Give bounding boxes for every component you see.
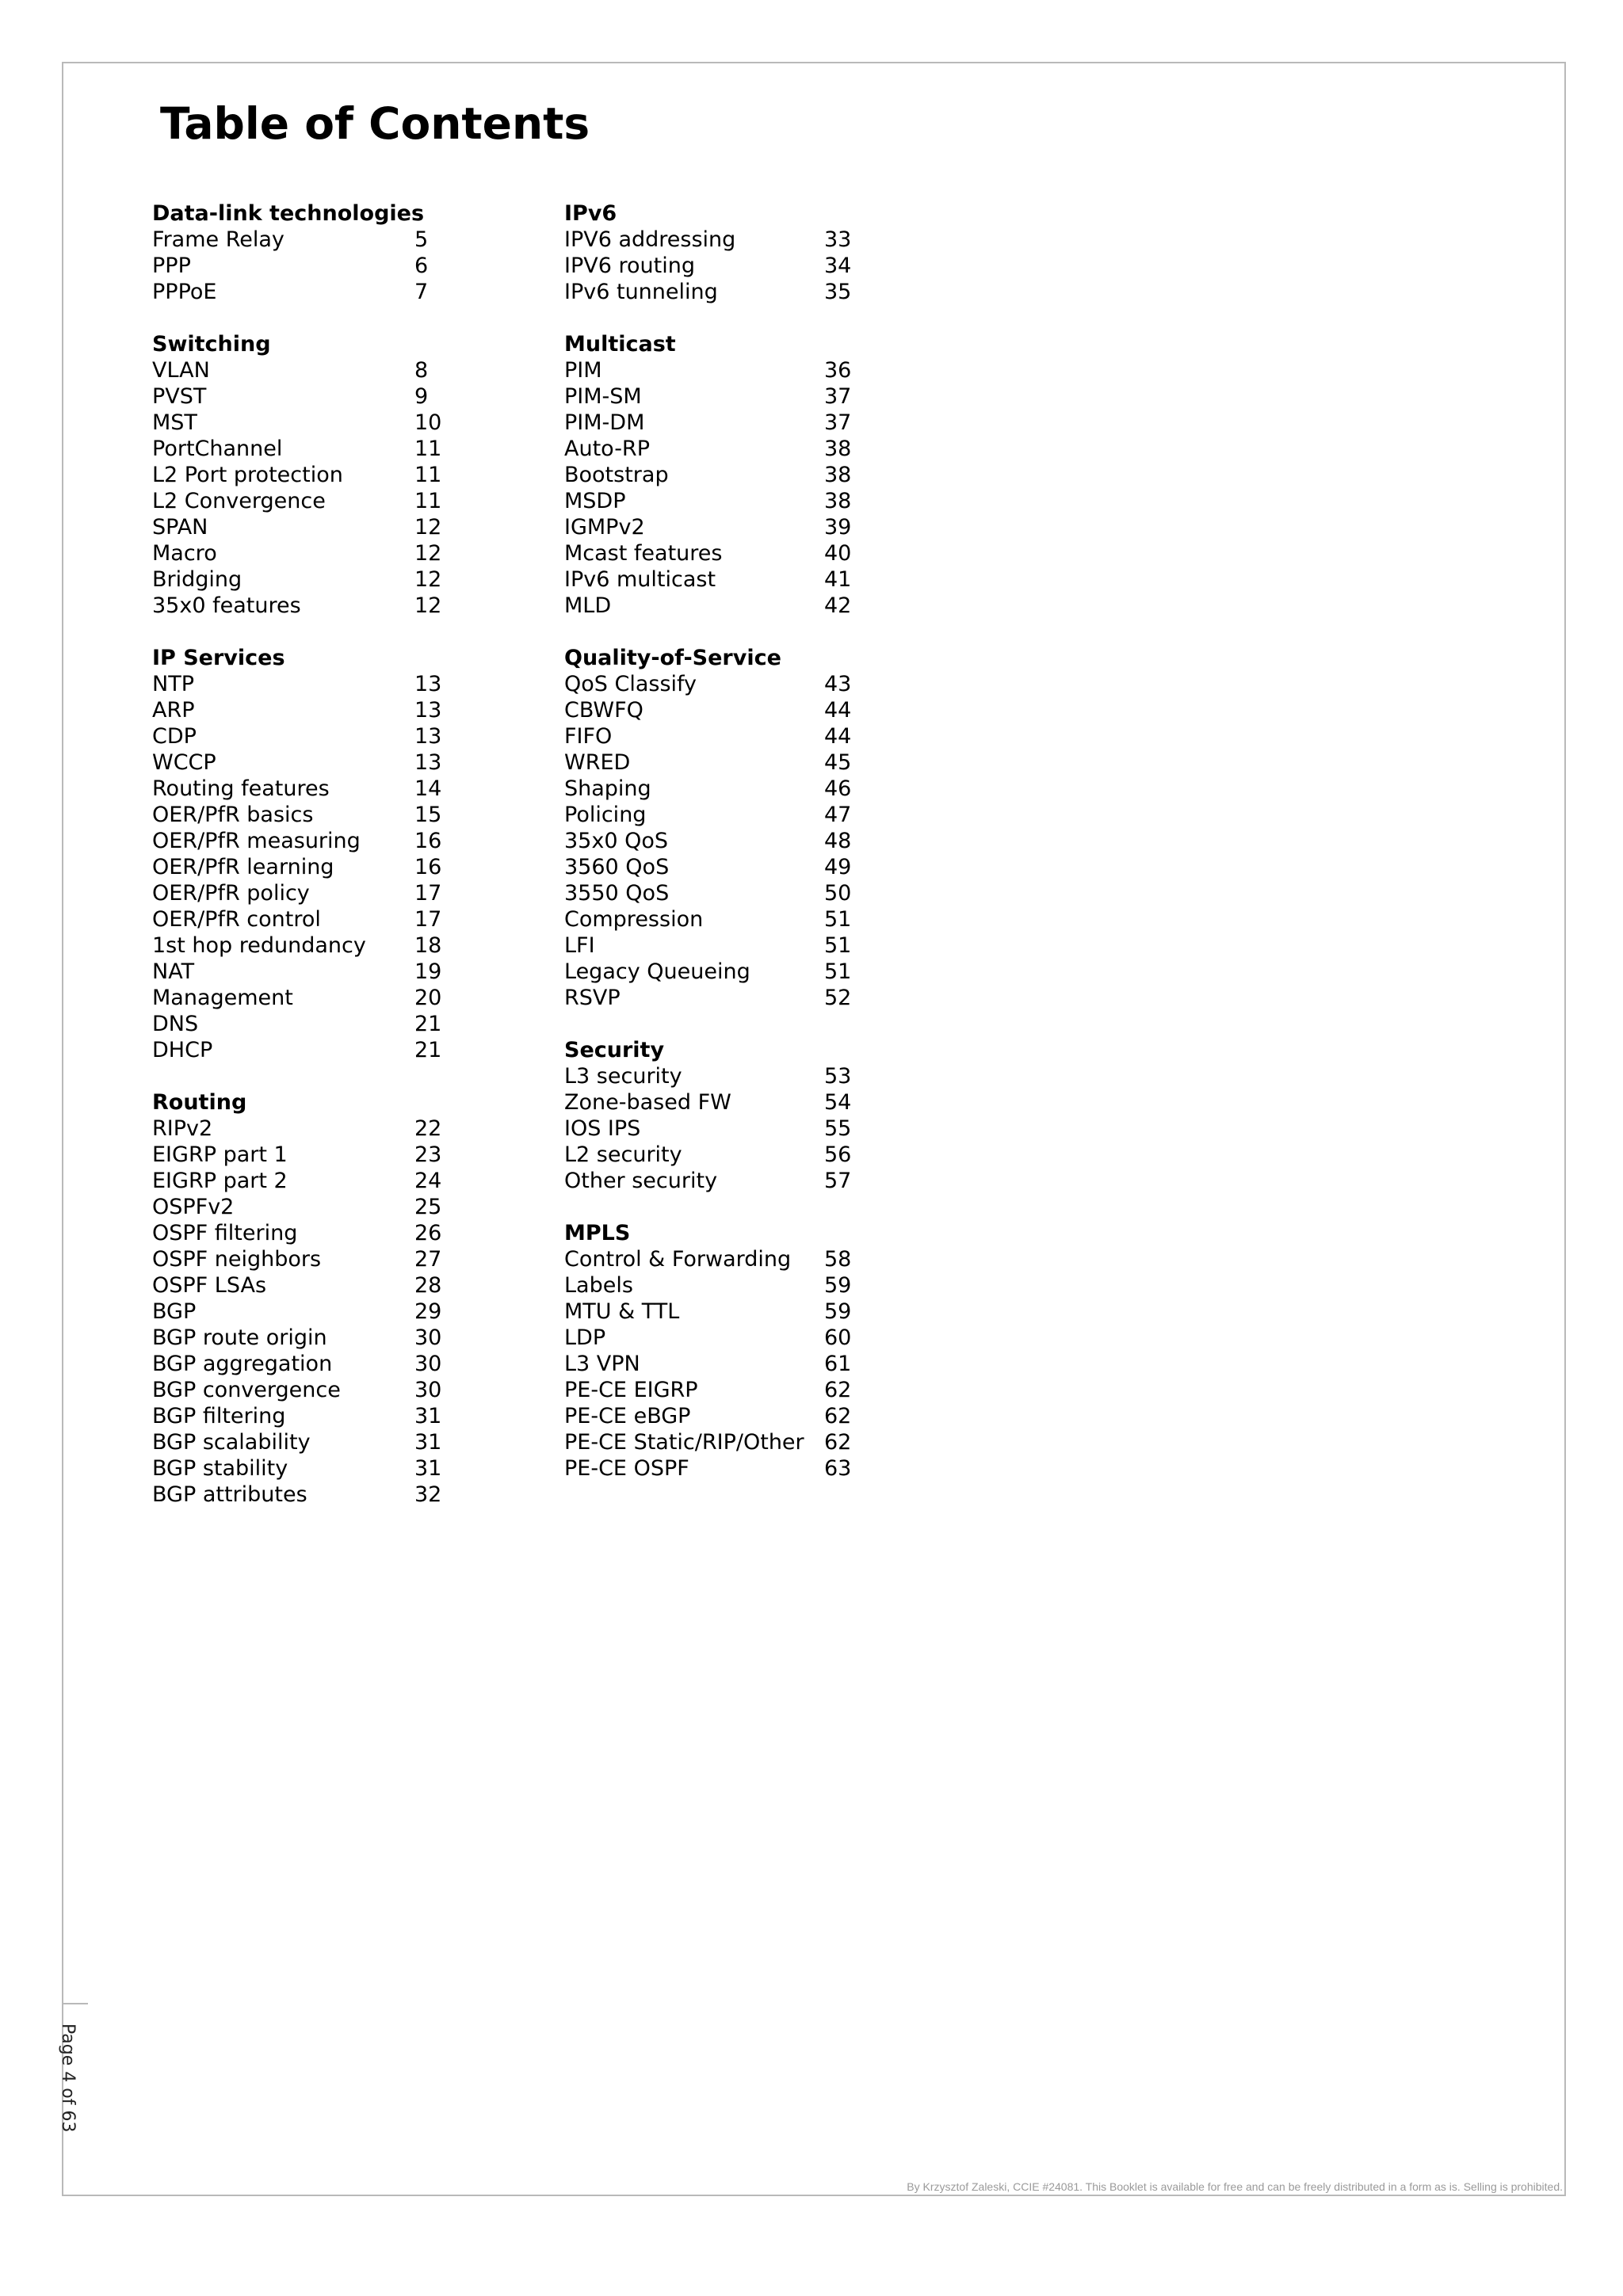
toc-entry-page: 56 [824,1142,852,1167]
toc-entry-page: 37 [824,410,852,435]
toc-section-heading: IP Services [152,646,285,670]
footer-note: By Krzysztof Zaleski, CCIE #24081. This Booklet is available for free and can be freely distributed in a form as is. Selling is prohibited. [907,2180,1563,2193]
toc-entry-label: PVST [152,384,207,409]
toc-entry-label: SPAN [152,515,208,540]
toc-entry-page: 10 [414,410,442,435]
toc-entry-label: PPP [152,254,191,278]
toc-entry[interactable] [152,593,469,619]
toc-entry-page: 19 [414,959,442,984]
toc-entry-page: 15 [414,803,442,827]
toc-entry-label: IOS IPS [564,1116,641,1141]
toc-entry-label: L3 VPN [564,1352,640,1376]
toc-entry-label: BGP scalability [152,1430,311,1455]
toc-entry-label: RIPv2 [152,1116,213,1141]
toc-entry[interactable] [152,253,469,279]
toc-entry[interactable] [152,1194,469,1220]
toc-entry-label: MTU & TTL [564,1299,680,1324]
toc-entry-label: PPPoE [152,280,217,304]
toc-entry[interactable] [152,1142,469,1168]
toc-entry-page: 58 [824,1247,852,1272]
toc-entry[interactable] [152,1272,469,1299]
toc-entry[interactable] [564,1377,929,1403]
toc-entry[interactable] [152,880,469,906]
toc-entry-page: 36 [824,358,852,383]
toc-entry-page: 37 [824,384,852,409]
toc-entry-page: 13 [414,698,442,723]
toc-entry[interactable] [152,1403,469,1429]
toc-entry[interactable] [564,802,929,828]
toc-entry[interactable] [564,1246,929,1272]
toc-entry[interactable] [152,697,469,723]
toc-entry-page: 35 [824,280,852,304]
toc-entry[interactable] [152,357,469,383]
toc-entry[interactable] [564,593,929,619]
toc-entry[interactable] [564,1403,929,1429]
toc-entry-page: 38 [824,437,852,461]
toc-entry-page: 31 [414,1430,442,1455]
toc-entry[interactable] [152,933,469,959]
toc-entry-page: 12 [414,567,442,592]
toc-entry-label: NTP [152,672,194,696]
toc-entry-page: 12 [414,541,442,566]
toc-entry-page: 62 [824,1404,852,1428]
toc-entry-label: ARP [152,698,195,723]
toc-entry-page: 55 [824,1116,852,1141]
toc-entry-label: VLAN [152,358,210,383]
toc-entry-page: 38 [824,463,852,487]
toc-entry[interactable] [152,802,469,828]
toc-entry-label: Legacy Queueing [564,959,750,984]
toc-entry-label: BGP convergence [152,1378,341,1402]
toc-entry-label: L2 Convergence [152,489,326,513]
toc-entry-page: 11 [414,489,442,513]
toc-entry-label: RSVP [564,986,621,1010]
toc-entry[interactable] [564,436,929,462]
toc-entry[interactable] [564,540,929,566]
toc-entry-page: 22 [414,1116,442,1141]
toc-entry-page: 8 [414,358,429,383]
toc-entry-label: Bootstrap [564,463,669,487]
toc-entry-label: Control & Forwarding [564,1247,792,1272]
toc-entry[interactable] [152,828,469,854]
toc-entry[interactable] [564,566,929,593]
toc-entry[interactable] [564,723,929,749]
toc-entry[interactable] [152,1482,469,1508]
toc-entry-page: 33 [824,227,852,252]
toc-section-switching [152,331,469,619]
toc-entry[interactable] [564,697,929,723]
toc-entry-label: L3 security [564,1064,682,1089]
toc-entry-page: 59 [824,1299,852,1324]
toc-left-column [152,200,469,1534]
toc-entry-label: OSPF LSAs [152,1273,267,1298]
toc-entry-label: EIGRP part 2 [152,1169,288,1193]
toc-entry-page: 54 [824,1090,852,1115]
toc-entry-page: 26 [414,1221,442,1245]
toc-entry-label: LFI [564,933,595,958]
toc-entry-page: 46 [824,776,852,801]
toc-entry[interactable] [564,462,929,488]
toc-entry[interactable] [152,514,469,540]
toc-entry-page: 14 [414,776,442,801]
toc-section-security [564,1037,929,1194]
toc-entry-label: OER/PfR measuring [152,829,361,853]
toc-entry[interactable] [564,383,929,410]
toc-entry-label: Macro [152,541,217,566]
toc-entry-label: FIFO [564,724,613,749]
toc-entry[interactable] [152,776,469,802]
toc-entry-page: 62 [824,1378,852,1402]
toc-entry-page: 48 [824,829,852,853]
toc-entry-label: Bridging [152,567,242,592]
toc-entry-page: 43 [824,672,852,696]
toc-entry-page: 62 [824,1430,852,1455]
toc-entry-label: 3550 QoS [564,881,670,906]
toc-entry-label: PIM-SM [564,384,642,409]
toc-entry[interactable] [564,776,929,802]
toc-entry-page: 51 [824,933,852,958]
toc-entry-page: 17 [414,881,442,906]
toc-entry-page: 12 [414,515,442,540]
toc-entry-page: 63 [824,1456,852,1481]
toc-entry[interactable] [564,933,929,959]
toc-entry-page: 30 [414,1352,442,1376]
page-number-tab [58,2003,88,2196]
toc-entry-page: 53 [824,1064,852,1089]
toc-entry[interactable] [152,436,469,462]
toc-entry-page: 13 [414,724,442,749]
toc-entry-label: PE-CE Static/RIP/Other [564,1430,804,1455]
toc-entry[interactable] [564,1272,929,1299]
toc-entry-label: PE-CE EIGRP [564,1378,698,1402]
toc-entry-page: 49 [824,855,852,879]
toc-entry-page: 34 [824,254,852,278]
toc-section-heading: Quality-of-Service [564,646,781,670]
toc-entry-label: OSPF neighbors [152,1247,322,1272]
toc-entry[interactable] [564,357,929,383]
toc-entry-page: 7 [414,280,429,304]
toc-entry[interactable] [152,227,469,253]
toc-entry-page: 50 [824,881,852,906]
toc-entry-label: MSDP [564,489,626,513]
toc-entry-label: DHCP [152,1038,213,1062]
toc-entry[interactable] [152,749,469,776]
toc-entry-label: L2 security [564,1142,682,1167]
toc-entry-page: 18 [414,933,442,958]
toc-entry[interactable] [152,383,469,410]
toc-entry-page: 11 [414,437,442,461]
toc-entry-page: 38 [824,489,852,513]
toc-entry-page: 39 [824,515,852,540]
toc-entry-page: 41 [824,567,852,592]
toc-entry-page: 24 [414,1169,442,1193]
toc-entry[interactable] [564,1429,929,1455]
toc-entry[interactable] [152,1220,469,1246]
toc-entry[interactable] [152,462,469,488]
toc-entry[interactable] [152,1455,469,1482]
toc-entry-label: PE-CE eBGP [564,1404,691,1428]
toc-entry-page: 31 [414,1456,442,1481]
toc-entry-label: MLD [564,593,612,618]
toc-entry-page: 27 [414,1247,442,1272]
toc-entry-label: Zone-based FW [564,1090,731,1115]
toc-entry-page: 17 [414,907,442,932]
toc-entry-label: Labels [564,1273,633,1298]
toc-entry-label: NAT [152,959,195,984]
toc-entry-page: 40 [824,541,852,566]
toc-entry[interactable] [564,671,929,697]
toc-entry-label: OER/PfR learning [152,855,334,879]
toc-section-heading: Data-link technologies [152,201,425,226]
toc-entry-page: 11 [414,463,442,487]
toc-section-ip-services [152,645,469,1063]
toc-entry-label: OSPF filtering [152,1221,298,1245]
toc-section-heading: IPv6 [564,201,617,226]
toc-entry[interactable] [152,985,469,1011]
toc-entry-label: MST [152,410,197,435]
toc-entry[interactable] [152,279,469,305]
toc-entry-page: 30 [414,1378,442,1402]
toc-entry-label: WCCP [152,750,216,775]
toc-entry[interactable] [564,1142,929,1168]
toc-entry-label: Other security [564,1169,718,1193]
toc-entry[interactable] [152,723,469,749]
toc-entry[interactable] [152,1011,469,1037]
toc-entry-label: QoS Classify [564,672,697,696]
toc-entry-page: 57 [824,1169,852,1193]
toc-section-heading: Multicast [564,332,676,357]
toc-entry-page: 23 [414,1142,442,1167]
toc-entry-page: 31 [414,1404,442,1428]
toc-entry-label: Auto-RP [564,437,650,461]
toc-entry-label: IGMPv2 [564,515,645,540]
toc-entry[interactable] [564,514,929,540]
toc-entry[interactable] [152,1168,469,1194]
toc-entry-page: 29 [414,1299,442,1324]
toc-entry-page: 21 [414,1038,442,1062]
toc-entry-page: 13 [414,672,442,696]
toc-entry[interactable] [152,1246,469,1272]
toc-entry[interactable] [564,985,929,1011]
toc-entry-page: 12 [414,593,442,618]
toc-section-heading: Security [564,1038,665,1062]
toc-entry[interactable] [564,1116,929,1142]
toc-entry-label: BGP aggregation [152,1352,333,1376]
toc-entry-page: 13 [414,750,442,775]
toc-entry[interactable] [152,906,469,933]
toc-entry-page: 60 [824,1325,852,1350]
toc-entry[interactable] [564,253,929,279]
toc-entry[interactable] [152,1377,469,1403]
toc-entry-label: BGP filtering [152,1404,286,1428]
toc-entry[interactable] [152,488,469,514]
toc-entry-label: CBWFQ [564,698,643,723]
toc-entry-page: 47 [824,803,852,827]
toc-entry-label: DNS [152,1012,199,1036]
toc-entry[interactable] [152,1116,469,1142]
toc-entry-label: Policing [564,803,647,827]
toc-entry-label: PIM [564,358,602,383]
toc-entry-label: 35x0 QoS [564,829,669,853]
toc-entry-label: PE-CE OSPF [564,1456,689,1481]
toc-entry[interactable] [152,1037,469,1063]
toc-entry[interactable] [564,906,929,933]
toc-entry-label: EIGRP part 1 [152,1142,288,1167]
toc-entry[interactable] [564,749,929,776]
toc-entry[interactable] [152,854,469,880]
toc-entry-page: 16 [414,829,442,853]
toc-right-column [564,200,929,1508]
toc-section-ipv6 [564,200,929,305]
toc-entry-label: Management [152,986,293,1010]
toc-section-data-link-technologies [152,200,469,305]
toc-entry[interactable] [564,279,929,305]
toc-entry-label: BGP route origin [152,1325,327,1350]
toc-entry-label: 3560 QoS [564,855,670,879]
toc-entry[interactable] [152,671,469,697]
toc-section-routing [152,1089,469,1508]
toc-entry[interactable] [564,488,929,514]
toc-section-multicast [564,331,929,619]
toc-entry[interactable] [152,1351,469,1377]
toc-entry-label: Mcast features [564,541,723,566]
toc-entry-label: PIM-DM [564,410,645,435]
toc-entry-page: 9 [414,384,429,409]
toc-entry-label: OER/PfR control [152,907,321,932]
toc-entry[interactable] [564,1063,929,1089]
toc-entry-page: 44 [824,698,852,723]
toc-section-heading: Switching [152,332,271,357]
toc-entry[interactable] [152,959,469,985]
toc-entry[interactable] [152,540,469,566]
toc-entry-label: WRED [564,750,631,775]
toc-section-mpls [564,1220,929,1482]
toc-entry-page: 28 [414,1273,442,1298]
toc-entry[interactable] [564,1168,929,1194]
toc-entry-page: 51 [824,907,852,932]
toc-entry-page: 44 [824,724,852,749]
toc-entry[interactable] [564,1299,929,1325]
toc-entry-page: 25 [414,1195,442,1219]
toc-entry-page: 51 [824,959,852,984]
toc-entry-label: Compression [564,907,704,932]
toc-section-heading: Routing [152,1090,247,1115]
toc-entry-label: 35x0 features [152,593,301,618]
toc-entry[interactable] [564,880,929,906]
toc-entry-page: 30 [414,1325,442,1350]
toc-entry[interactable] [564,410,929,436]
toc-entry-label: IPv6 multicast [564,567,716,592]
toc-entry-page: 6 [414,254,429,278]
toc-entry[interactable] [564,1089,929,1116]
toc-entry[interactable] [152,1325,469,1351]
toc-section-quality-of-service [564,645,929,1011]
page-number: Page 4 of 63 [58,2023,78,2133]
toc-entry[interactable] [564,227,929,253]
toc-entry-page: 45 [824,750,852,775]
toc-entry-label: L2 Port protection [152,463,343,487]
toc-entry-label: BGP stability [152,1456,288,1481]
toc-entry[interactable] [564,959,929,985]
toc-entry[interactable] [564,854,929,880]
toc-entry-label: 1st hop redundancy [152,933,366,958]
toc-entry-label: PortChannel [152,437,283,461]
toc-entry-label: BGP [152,1299,197,1324]
toc-entry[interactable] [152,1429,469,1455]
toc-entry[interactable] [564,1325,929,1351]
toc-entry-label: Shaping [564,776,651,801]
toc-entry-page: 59 [824,1273,852,1298]
toc-entry-label: OER/PfR policy [152,881,310,906]
toc-entry-page: 61 [824,1352,852,1376]
toc-entry-label: IPv6 tunneling [564,280,718,304]
toc-entry-label: CDP [152,724,197,749]
toc-section-heading: MPLS [564,1221,631,1245]
toc-entry-page: 16 [414,855,442,879]
toc-entry[interactable] [152,410,469,436]
toc-entry[interactable] [152,1299,469,1325]
toc-entry-page: 32 [414,1482,442,1507]
toc-entry-label: LDP [564,1325,606,1350]
toc-entry[interactable] [564,1351,929,1377]
toc-entry-label: Frame Relay [152,227,285,252]
toc-entry-page: 20 [414,986,442,1010]
toc-entry-page: 42 [824,593,852,618]
toc-entry-label: IPV6 addressing [564,227,736,252]
toc-entry-page: 21 [414,1012,442,1036]
toc-entry-label: BGP attributes [152,1482,307,1507]
toc-entry-label: Routing features [152,776,330,801]
toc-entry[interactable] [152,566,469,593]
toc-entry-label: OSPFv2 [152,1195,235,1219]
page-title: Table of Contents [160,98,590,149]
toc-entry-label: IPV6 routing [564,254,695,278]
toc-entry-page: 5 [414,227,429,252]
toc-entry[interactable] [564,1455,929,1482]
toc-entry-page: 52 [824,986,852,1010]
toc-entry[interactable] [564,828,929,854]
toc-entry-label: OER/PfR basics [152,803,314,827]
